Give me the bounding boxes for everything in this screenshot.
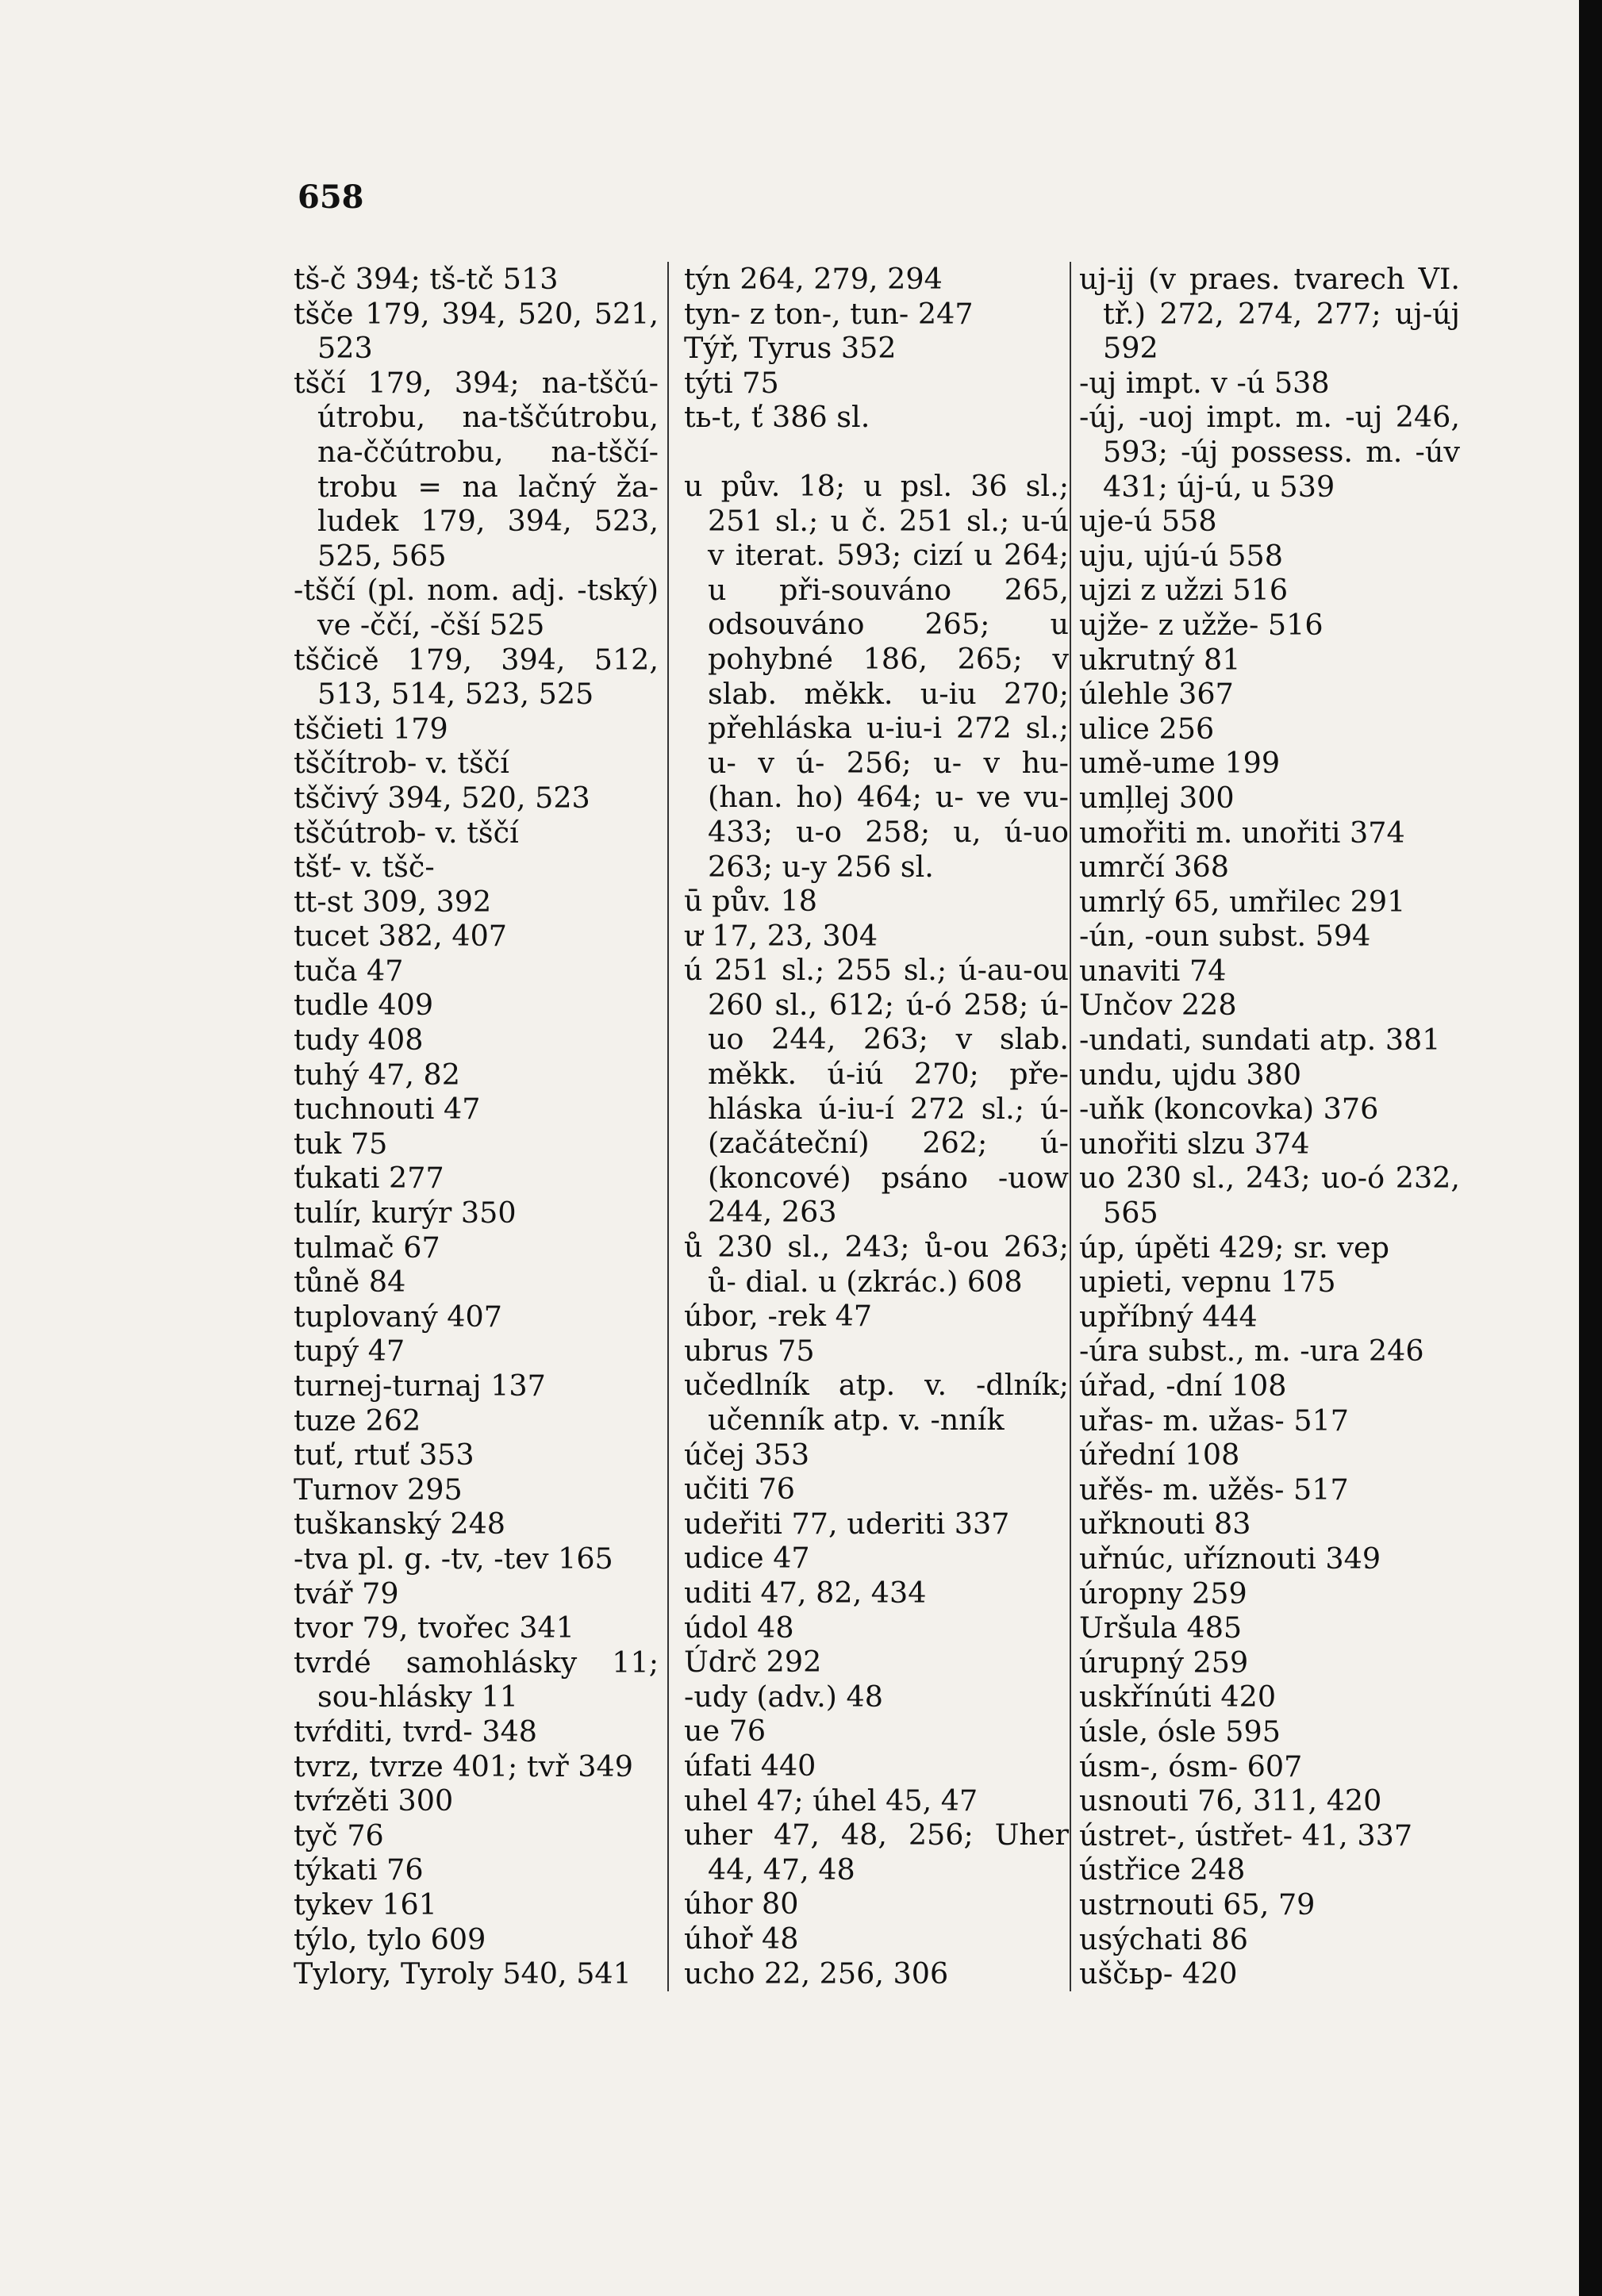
index-entry: tulmač 67 [294,1230,440,1265]
page-edge-shadow [1579,0,1602,2296]
index-entry: udice 47 [684,1541,810,1576]
index-entry: uju, ujú-ú 558 [1079,538,1283,573]
index-entry: upříbný 444 [1079,1299,1258,1334]
index-entry: uščьp- 420 [1079,1956,1238,1991]
index-entry: tuhý 47, 82 [294,1057,460,1092]
index-entry: účej 353 [684,1437,810,1472]
index-entry: týn 264, 279, 294 [684,262,943,296]
index-entry: ucho 22, 256, 306 [684,1956,949,1991]
index-entry: údol 48 [684,1610,794,1645]
index-entry: ukrutný 81 [1079,642,1241,677]
column-divider [667,262,669,1991]
index-entry: unořiti slzu 374 [1079,1126,1310,1161]
index-entry: tt-st 309, 392 [294,884,492,919]
index-entry: tudy 408 [294,1023,424,1058]
index-entry: učiti 76 [684,1472,796,1507]
index-entry: uřknouti 83 [1079,1507,1251,1542]
index-entry: tvrdé samohlásky 11; sou-hlásky 11 [294,1645,659,1714]
index-entry: tščicě 179, 394, 512, 513, 514, 523, 525 [294,642,659,712]
index-entry: úp, úpěti 429; sr. vep [1079,1230,1390,1265]
index-entry: -úra subst., m. -ura 246 [1079,1334,1424,1369]
index-entry: Turnov 295 [294,1472,463,1507]
index-entry: týti 75 [684,365,779,400]
index-entry: úsm-, ósm- 607 [1079,1749,1303,1783]
index-entry: umļlej 300 [1079,780,1235,815]
index-entry: tvrz, tvrze 401; tvř 349 [294,1749,633,1783]
index-entry: tščútrob- v. tščí [294,815,519,850]
index-entry: -tva pl. g. -tv, -tev 165 [294,1541,613,1576]
index-entry: umořiti m. unořiti 374 [1079,815,1405,850]
index-entry: ú 251 sl.; 255 sl.; ú-au-ou 260 sl., 612; ú-ó 258; ú-uo 244, 263; v slab. měkk. ú-iú 270; pře-hláska ú-iu-í 272 sl.; ú- (začáteční) 262; ú- (koncové) psáno -uow 244, 263 [684,953,1069,1230]
index-entry: upieti, vepnu 175 [1079,1265,1336,1300]
index-entry: tudle 409 [294,988,434,1023]
index-entry: učedlník atp. v. -dlník; učenník atp. v. -nník [684,1368,1069,1437]
index-entry: tyn- z ton-, tun- 247 [684,296,974,331]
index-entry: ue 76 [684,1714,766,1749]
index-entry: udeřiti 77, uderiti 337 [684,1506,1010,1541]
index-entry: tščí 179, 394; na-tščú-útrobu, na-tščútrobu, na-ččútrobu, na-tščí-trobu = na lačný ža-ludek 179, 394, 523, 525, 565 [294,365,659,573]
index-entry: tvář 79 [294,1576,399,1611]
column-divider [1070,262,1071,1991]
index-entry: uditi 47, 82, 434 [684,1575,927,1610]
index-column-3 [1079,262,1460,1991]
index-entry: úsle, ósle 595 [1079,1714,1281,1749]
index-entry: úbor, -rek 47 [684,1299,873,1334]
index-entry: Unčov 228 [1079,988,1237,1023]
index-entry: Tylory, Tyroly 540, 541 [294,1956,632,1991]
index-entry: ubrus 75 [684,1333,815,1368]
index-entry: undu, ujdu 380 [1079,1057,1302,1092]
index-column-2 [684,262,1069,1991]
index-entry: umě-ume 199 [1079,746,1281,781]
index-entry: tvŕditi, tvrd- 348 [294,1714,538,1749]
index-entry: úrupný 259 [1079,1645,1249,1680]
index-entry: ústřice 248 [1079,1853,1246,1887]
index-entry: týlo, tylo 609 [294,1922,486,1956]
index-entry: úfati 440 [684,1748,816,1783]
index-entry: uher 47, 48, 256; Uher 44, 47, 48 [684,1818,1069,1887]
index-entry: úhoř 48 [684,1921,799,1956]
index-entry: Uršula 485 [1079,1611,1243,1645]
index-entry: umrlý 65, umřilec 291 [1079,884,1406,919]
index-entry: tuča 47 [294,953,404,988]
index-entry: tščieti 179 [294,711,448,746]
index-entry: -tščí (pl. nom. adj. -tský) ve -ččí, -čší 525 [294,573,659,642]
index-entry: -uňk (koncovka) 376 [1079,1092,1379,1127]
index-entry: tščivý 394, 520, 523 [294,780,590,815]
index-entry: ů 230 sl., 243; ů-ou 263; ů- dial. u (zkrác.) 608 [684,1230,1069,1299]
index-entry: -udy (adv.) 48 [684,1679,883,1714]
index-entry: tš-č 394; tš-tč 513 [294,262,559,296]
index-entry: tykev 161 [294,1887,437,1922]
index-entry: týkati 76 [294,1853,424,1887]
index-entry: ū pův. 18 [684,884,817,919]
index-entry: ujzi z užzi 516 [1079,573,1289,608]
index-entry: tuplovaný 407 [294,1299,502,1334]
index-entry: tvŕzěti 300 [294,1783,454,1818]
index-entry: Týř, Tyrus 352 [684,331,897,366]
index-entry: úlehle 367 [1079,677,1234,712]
index-entry: -új, -uoj impt. m. -uj 246, 593; -új possess. m. -úv 431; új-ú, u 539 [1079,400,1460,504]
index-entry: úropny 259 [1079,1576,1247,1611]
index-entry: uj-ij (v praes. tvarech VI. tř.) 272, 274, 277; uj-új 592 [1079,262,1460,366]
index-entry: tulír, kurýr 350 [294,1196,517,1231]
index-entry: uo 230 sl., 243; uo-ó 232, 565 [1079,1161,1460,1231]
index-entry: tšť- v. tšč- [294,850,435,885]
index-entry: uřas- m. užas- 517 [1079,1403,1350,1438]
index-entry: ujže- z užže- 516 [1079,607,1323,642]
index-entry: turnej-turnaj 137 [294,1369,546,1403]
index-entry: tupý 47 [294,1334,405,1369]
index-entry: uřnúc, uříznouti 349 [1079,1541,1381,1576]
index-entry: tyč 76 [294,1818,384,1853]
index-entry: tščítrob- v. tščí [294,746,509,781]
index-entry: uřěs- m. užěs- 517 [1079,1472,1349,1507]
index-entry: -undati, sundati atp. 381 [1079,1023,1441,1058]
index-entry: ústret-, ústřet- 41, 337 [1079,1818,1413,1853]
index-entry: usnouti 76, 311, 420 [1079,1783,1382,1818]
index-column-1 [294,262,659,1991]
index-entry: úřad, -dní 108 [1079,1369,1287,1403]
index-entry: uje-ú 558 [1079,504,1217,539]
index-entry: usýchati 86 [1079,1922,1248,1956]
index-entry: -ún, -oun subst. 594 [1079,919,1371,954]
index-entry: tuk 75 [294,1126,388,1161]
index-entry: úřední 108 [1079,1438,1240,1472]
index-entry: u pův. 18; u psl. 36 sl.; 251 sl.; u č. 251 sl.; u-ú v iterat. 593; cizí u 264; u při-souváno 265, odsouváno 265; u pohybné 186, 265; v slab. měkk. u-iu 270; přehláska u-iu-i 272 sl.; u- v ú- 256; u- v hu- (han. ho) 464; u- ve vu- 433; u-o 258; u, ú-uo 263; u-y 256 sl. [684,468,1069,884]
index-entry: úhor 80 [684,1887,799,1922]
index-entry: Údrč 292 [684,1645,822,1680]
page-number: 658 [298,179,364,216]
index-entry: tůně 84 [294,1265,406,1300]
index-entry: uskřínúti 420 [1079,1680,1277,1714]
index-entry: tvor 79, tvořec 341 [294,1611,574,1645]
index-entry: tuť, rtuť 353 [294,1438,474,1472]
index-entry: uhel 47; úhel 45, 47 [684,1783,978,1818]
index-entry: tuškanský 248 [294,1507,506,1542]
index-entry: tuze 262 [294,1403,421,1438]
index-entry: ulice 256 [1079,711,1215,746]
index-entry: ư 17, 23, 304 [684,918,878,953]
index-entry: unaviti 74 [1079,953,1227,988]
index-entry: -uj impt. v -ú 538 [1079,365,1330,400]
index-entry: tuchnouti 47 [294,1092,481,1127]
index-entry: tšče 179, 394, 520, 521, 523 [294,296,659,366]
index-entry: ustrnouti 65, 79 [1079,1887,1316,1922]
index-entry: umrčí 368 [1079,850,1229,885]
index-entry: tucet 382, 407 [294,919,508,954]
index-entry: tь-t, ť 386 sl. [684,400,870,435]
index-entry: ťukati 277 [294,1161,444,1196]
